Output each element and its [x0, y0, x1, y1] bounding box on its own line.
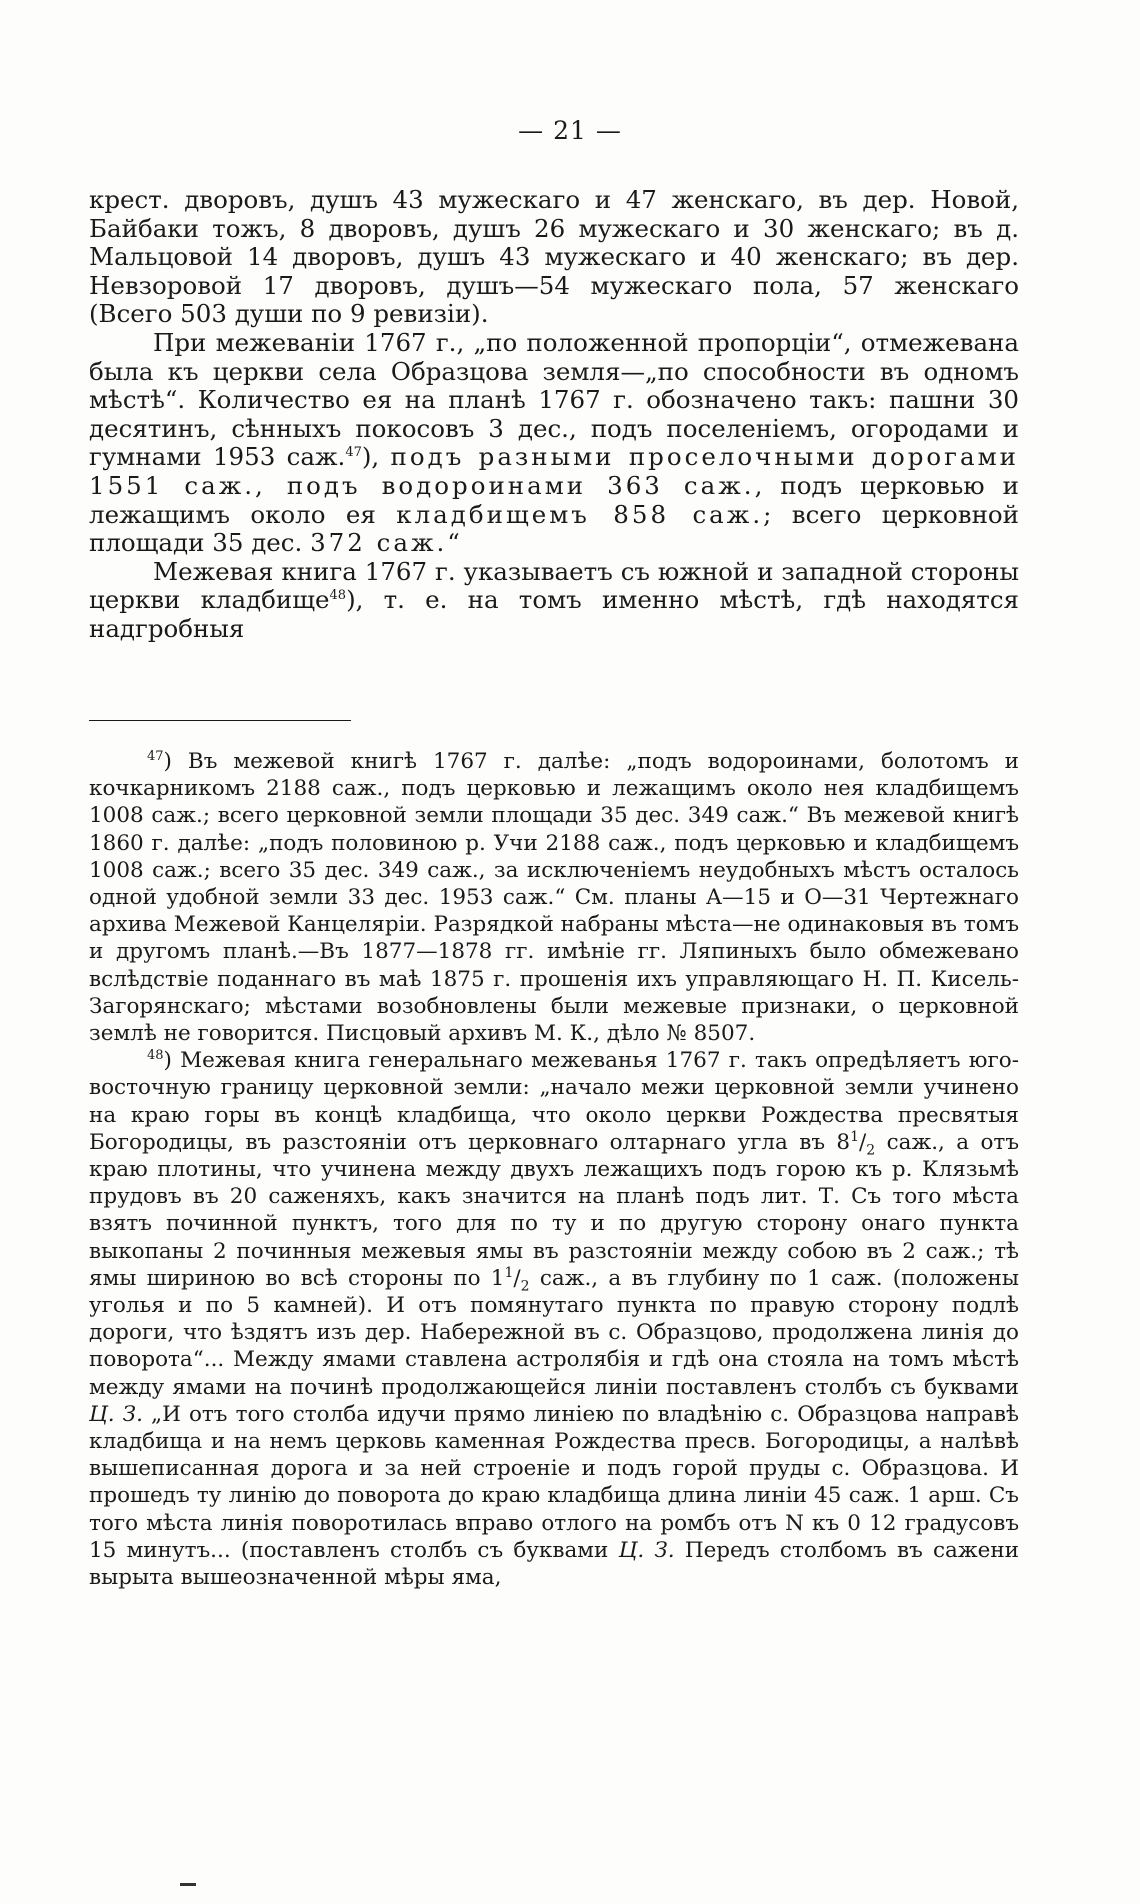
fraction-denominator: 2 [866, 1142, 876, 1159]
footnote-ref-47[interactable]: 47 [345, 445, 362, 461]
letters-italic: Ц. З. [89, 1401, 143, 1427]
footnote-mark: 47 [147, 748, 164, 764]
main-text [89, 186, 1019, 644]
paragraph-2: При межеваніи 1767 г., „по положенной пропорціи“, отмежевана была къ церкви села Образцова земля—„по способности въ одномъ мѣстѣ“. Количество ея на планѣ 1767 г. обозначено такъ: пашни 30 десятинъ, сѣнныхъ покосовъ 3 дес., подъ поселеніемъ, огородами и гумнами 1953 саж.$^{47}$), подъ разными проселочными дорогами 1551 саж., подъ водороинами 363 саж., подъ церковью и лежащимъ около ея кладбищемъ 858 саж.; всего церковной площади 35 дес. 372 саж.“ [89, 327, 1020, 558]
page-number: — 21 — [518, 116, 622, 145]
footnote-47: $^{47}$) Въ межевой книгѣ 1767 г. далѣе: „подъ водороинами, болотомъ и кочкарникомъ 2188 саж., подъ церковью и лежащимъ около нея кладбищемъ 1008 саж.; всего церковной земли площади 35 дес. 349 саж.“ Въ межевой книгѣ 1860 г. далѣе: „подъ половиною р. Учи 2188 саж., подъ церковью и кладбищемъ 1008 саж.; всего 35 дес. 349 саж., за исключеніемъ неудобныхъ мѣстъ осталось одной удобной земли 33 дес. 1953 саж.“ См. планы А—15 и О—31 Чертежнаго архива Межевой Канцеляріи. Разрядкой набраны мѣста—не одинаковыя въ томъ и другомъ планѣ.—Въ 1877—1878 гг. имѣніе гг. Ляпиныхъ было обмежевано вслѣдствіе поданнаго въ маѣ 1875 г. прошенія ихъ управляющаго Н. П. Кисель-Загорянскаго; мѣстами возобновлены были межевые признаки, о церковной землѣ не говорится. Писцовый архивъ М. К., дѣло № 8507. [89, 748, 1019, 1047]
footnotes [89, 748, 1019, 1591]
print-mark [180, 1883, 196, 1886]
spaced-text: подъ разными проселочными дорогами 1551 саж., подъ водороинами 363 саж. [89, 442, 1019, 500]
spaced-text: кладбищемъ 858 саж. [396, 499, 764, 529]
letters-italic: Ц. З. [618, 1537, 675, 1563]
fraction-numerator: 1 [504, 1264, 514, 1281]
footnote-mark: 48 [147, 1048, 164, 1064]
footnote-ref-48[interactable]: 48 [329, 588, 347, 604]
footnote-divider [89, 720, 351, 721]
fraction-denominator: 2 [520, 1278, 530, 1295]
paragraph-3: Межевая книга 1767 г. указываетъ съ южной и западной стороны церкви кладбище$^{48}$), т. е. на томъ именно мѣстѣ, гдѣ находятся надгробныя [89, 556, 1019, 643]
footnote-48: $^{48}$) Межевая книга генеральнаго межеванья 1767 г. такъ опредѣляетъ юго-восточную границу церковной земли: „начало межи церковной земли учинено на краю горы въ концѣ кладбища, что около церкви Рождества пресвятыя Богородицы, въ разстояніи отъ церковнаго олтарнаго угла въ $8^1/_2$ саж., а отъ краю плотины, что учинена между двухъ лежащихъ подъ горою къ р. Клязьмѣ прудовъ въ 20 саженяхъ, какъ значится на планѣ подъ лит. Т. Съ того мѣста взятъ починной пунктъ, того для по ту и по другую сторону онаго пункта выкопаны 2 починныя межевыя ямы въ разстояніи между собою въ 2 саж.; тѣ ямы шириною во всѣ стороны по $1^1/_2$ саж., а въ глубину по 1 саж. (положены уголья и по 5 камней). И отъ помянутаго пункта по правую сторону подлѣ дороги, что ѣздятъ изъ дер. Набережной въ с. Образцово, продолжена линія до поворота“... Между ямами ставлена астролябія и гдѣ она стояла на томъ мѣстѣ между ямами на починѣ продолжающейся линіи поставленъ столбъ съ буквами Ц. З. „И отъ того столба идучи прямо линіею по владѣнію с. Образцова направѣ кладбища и на немъ церковь каменная Рождества пресв. Богородицы, а налѣвѣ вышеписанная дорога и за ней строеніе и подъ горой пруды с. Образцова. И прошедъ ту линію до поворота до краю кладбища длина линіи 45 саж. 1 арш. Съ того мѣста линія поворотилась вправо отлого на ромбъ отъ N къ 0 12 градусовъ 15 минутъ... (поставленъ столбъ съ буквами Ц. З. Передъ столбомъ въ сажени вырыта вышеозначенной мѣры яма, [89, 1048, 1019, 1591]
spaced-text: 372 саж. [310, 528, 448, 558]
paragraph-1: крест. дворовъ, душъ 43 мужескаго и 47 женскаго, въ дер. Новой, Байбаки тожъ, 8 дворовъ, душъ 26 мужескаго и 30 женскаго; въ д. Мальцовой 14 дворовъ, душъ 43 мужескаго и 40 женскаго; въ дер. Невзоровой 17 дворовъ, душъ—54 мужескаго пола, 57 женскаго (Всего 503 души по 9 ревизіи). [89, 185, 1019, 329]
fraction-numerator: 1 [850, 1128, 860, 1145]
